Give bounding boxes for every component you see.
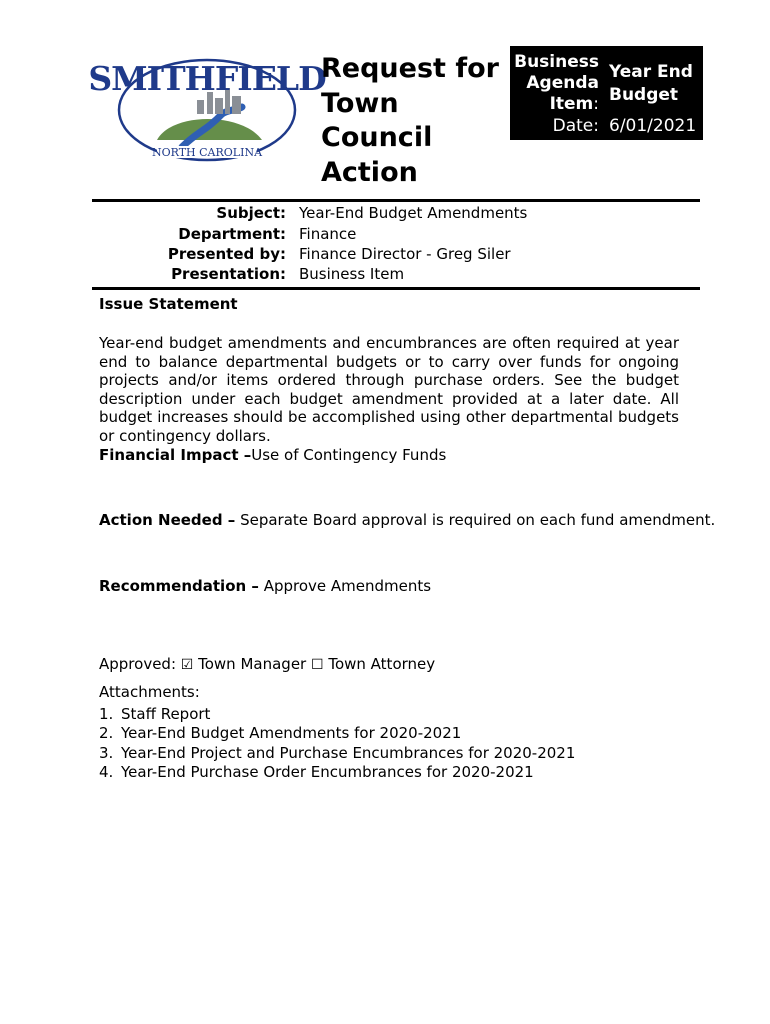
title-line: Action [321,156,418,188]
title-line: Request for [321,53,499,84]
approved-line [99,655,435,673]
town-attorney-label: Town Attorney [328,655,436,673]
list-item: 2. Year-End Budget Amendments for 2020-2021 [99,724,462,742]
action-needed-label: Action Needed – [99,511,236,529]
presentation-value: Business Item [299,265,405,283]
logo-state-name: NORTH CAROLINA [151,146,263,159]
recommendation-text: Approve Amendments [258,577,432,595]
logo-town-name: SMITHFIELD [88,59,326,98]
presented-by-label: Presented by: [167,245,286,263]
agenda-item-value: Year End Budget [609,62,693,105]
list-item: 4. Year-End Purchase Order Encumbrances for 2020-2021 [99,763,534,781]
recommendation [99,577,431,595]
action-needed-text: Separate Board approval is required on each fund amendment. [235,511,716,529]
presentation-row [0,264,770,284]
checked-box-icon: ☑ [180,657,194,673]
date-value: 6/01/2021 [609,116,697,136]
presented-by-row [0,244,770,264]
department-row [0,224,770,244]
financial-impact-label: Financial Impact – [99,446,252,464]
presented-by-value: Finance Director - Greg Siler [299,245,511,263]
subject-label: Subject: [216,204,286,222]
financial-impact-text: Use of Contingency Funds [251,446,447,464]
unchecked-box-icon: ☐ [311,657,324,673]
presentation-label: Presentation: [171,265,286,283]
list-item: 1. Staff Report [99,704,211,723]
approved-label: Approved: [99,655,176,673]
subject-value: Year-End Budget Amendments [299,204,528,222]
attachments-list [99,705,575,783]
list-item: 3. Year-End Project and Purchase Encumbrances for 2020-2021 [99,743,576,762]
agenda-item-box [510,46,703,140]
agenda-item-label: Business Agenda Item: [514,52,599,114]
department-value: Finance [299,225,357,243]
title-line: Council [321,122,433,153]
page-title [321,52,506,190]
date-label: Date: [552,116,599,136]
attachments [99,683,575,783]
recommendation-label: Recommendation – [99,577,259,595]
issue-statement-text: Year-end budget amendments and encumbrances are often required at year end to balance departmental budgets or to carry over funds for ongoing projects and/or items ordered through purchase orders. See the budget description under each budget amendment provided at a later date. All budget increases should be accomplished using other departmental budgets or contingency dollars. [99,334,679,445]
issue-statement-heading: Issue Statement [99,295,238,313]
town-manager-label: Town Manager [198,655,307,673]
meta-divider [92,287,700,290]
action-needed [99,511,715,529]
subject-row [0,203,770,223]
title-line: Town [321,87,399,119]
department-label: Department: [178,225,286,243]
header-divider [92,199,700,202]
attachments-heading: Attachments: [99,683,200,701]
financial-impact [99,446,446,464]
smithfield-logo [88,52,326,162]
